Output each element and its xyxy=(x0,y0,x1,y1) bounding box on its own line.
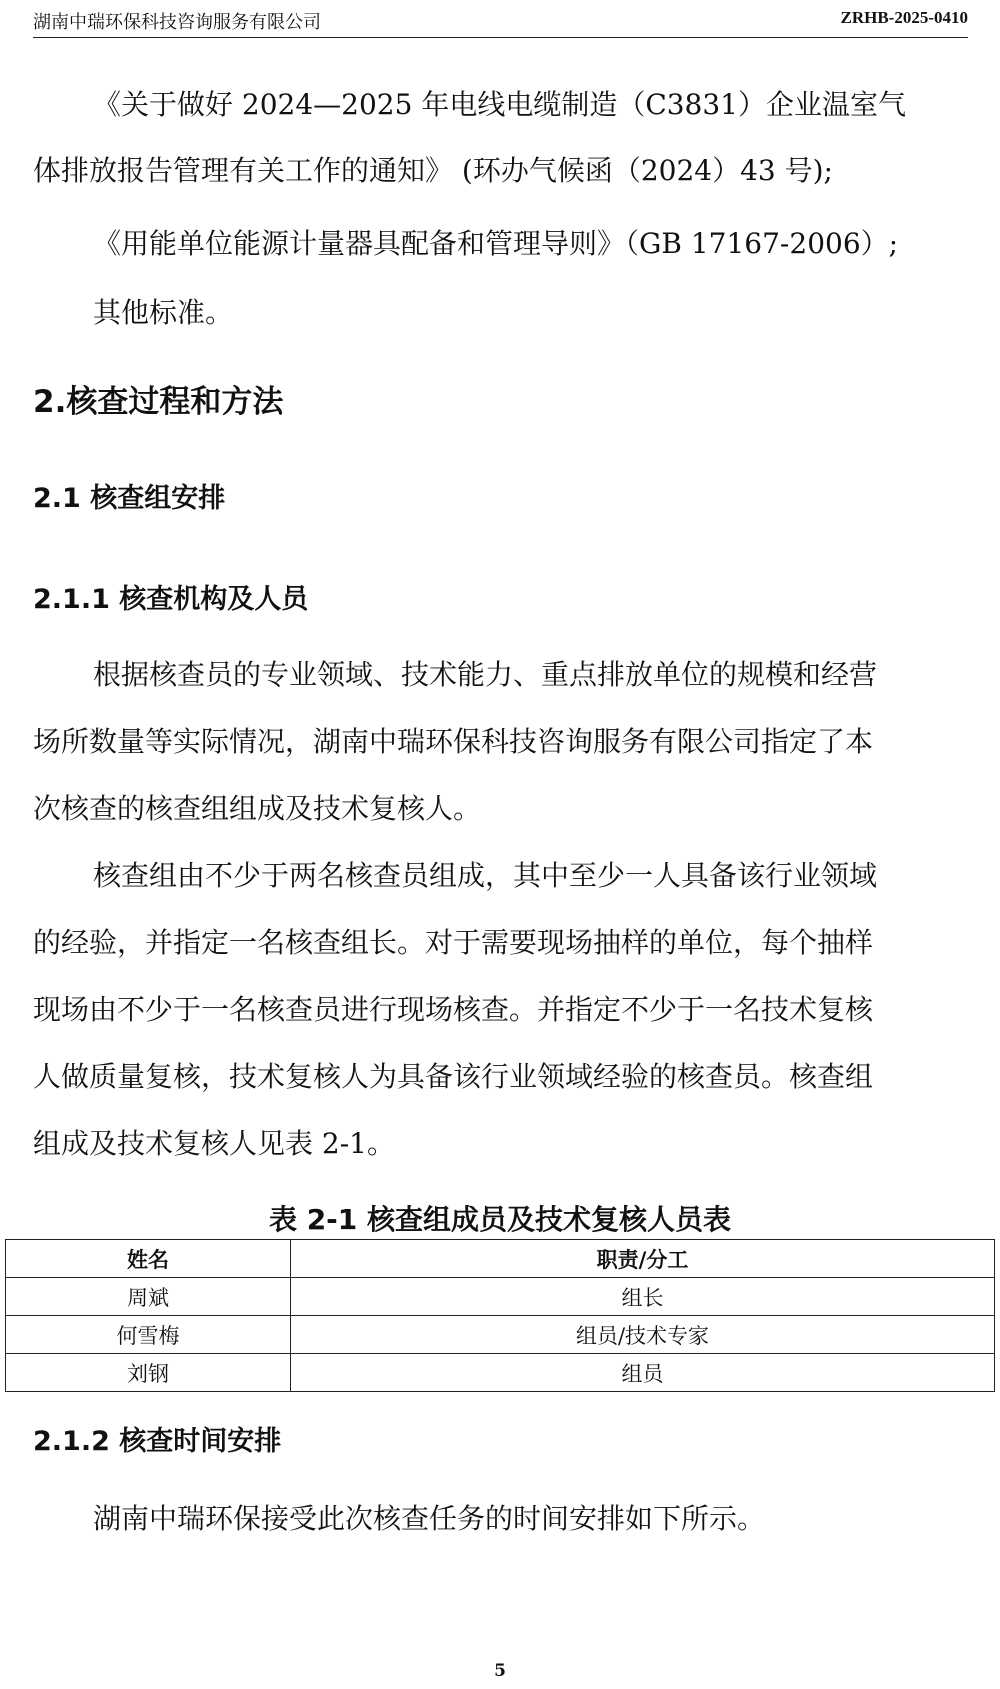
section-heading-2-1-1: 2.1.1 核查机构及人员 xyxy=(33,584,309,615)
header-name: 姓名 xyxy=(6,1240,291,1278)
cell-name: 周斌 xyxy=(6,1278,291,1316)
cell-name: 何雪梅 xyxy=(6,1316,291,1354)
table-header-row xyxy=(6,1240,995,1278)
paragraph-3: 湖南中瑞环保接受此次核查任务的时间安排如下所示。 xyxy=(93,1502,766,1535)
paragraph-2-line-4: 人做质量复核，技术复核人为具备该行业领域经验的核查员。核查组 xyxy=(33,1060,874,1093)
section-heading-2: 2.核查过程和方法 xyxy=(33,384,284,420)
section-heading-2-1: 2.1 核查组安排 xyxy=(33,483,226,514)
reference-1-line-1: 《关于做好 2024—2025 年电线电缆制造（C3831）企业温室气 xyxy=(93,88,907,121)
header-company: 湖南中瑞环保科技咨询服务有限公司 xyxy=(33,12,321,33)
table-row xyxy=(6,1354,995,1392)
paragraph-2-line-2: 的经验，并指定一名核查组长。对于需要现场抽样的单位，每个抽样 xyxy=(33,926,874,959)
reference-2: 《用能单位能源计量器具配备和管理导则》（GB 17167-2006）; xyxy=(93,227,899,260)
page-header xyxy=(33,0,968,38)
cell-role: 组员 xyxy=(291,1354,995,1392)
reference-3: 其他标准。 xyxy=(93,296,234,329)
header-doc-number: ZRHB-2025-0410 xyxy=(840,8,968,27)
cell-role: 组员/技术专家 xyxy=(291,1316,995,1354)
table-row xyxy=(6,1316,995,1354)
cell-role: 组长 xyxy=(291,1278,995,1316)
table-caption: 表 2-1 核查组成员及技术复核人员表 xyxy=(268,1203,732,1236)
paragraph-2-line-5: 组成及技术复核人见表 2-1。 xyxy=(33,1127,395,1160)
reference-1-line-2: 体排放报告管理有关工作的通知》 (环办气候函（2024）43 号); xyxy=(33,154,833,187)
paragraph-1-line-1: 根据核查员的专业领域、技术能力、重点排放单位的规模和经营 xyxy=(93,658,878,691)
page-number: 5 xyxy=(494,1661,506,1681)
paragraph-2-line-3: 现场由不少于一名核查员进行现场核查。并指定不少于一名技术复核 xyxy=(33,993,874,1026)
paragraph-1-line-2: 场所数量等实际情况，湖南中瑞环保科技咨询服务有限公司指定了本 xyxy=(33,725,874,758)
section-heading-2-1-2: 2.1.2 核查时间安排 xyxy=(33,1426,282,1457)
cell-name: 刘钢 xyxy=(6,1354,291,1392)
team-members-table xyxy=(5,1239,995,1392)
table-row xyxy=(6,1278,995,1316)
paragraph-1-line-3: 次核查的核查组组成及技术复核人。 xyxy=(33,792,482,825)
header-role: 职责/分工 xyxy=(291,1240,995,1278)
paragraph-2-line-1: 核查组由不少于两名核查员组成，其中至少一人具备该行业领域 xyxy=(93,859,878,892)
